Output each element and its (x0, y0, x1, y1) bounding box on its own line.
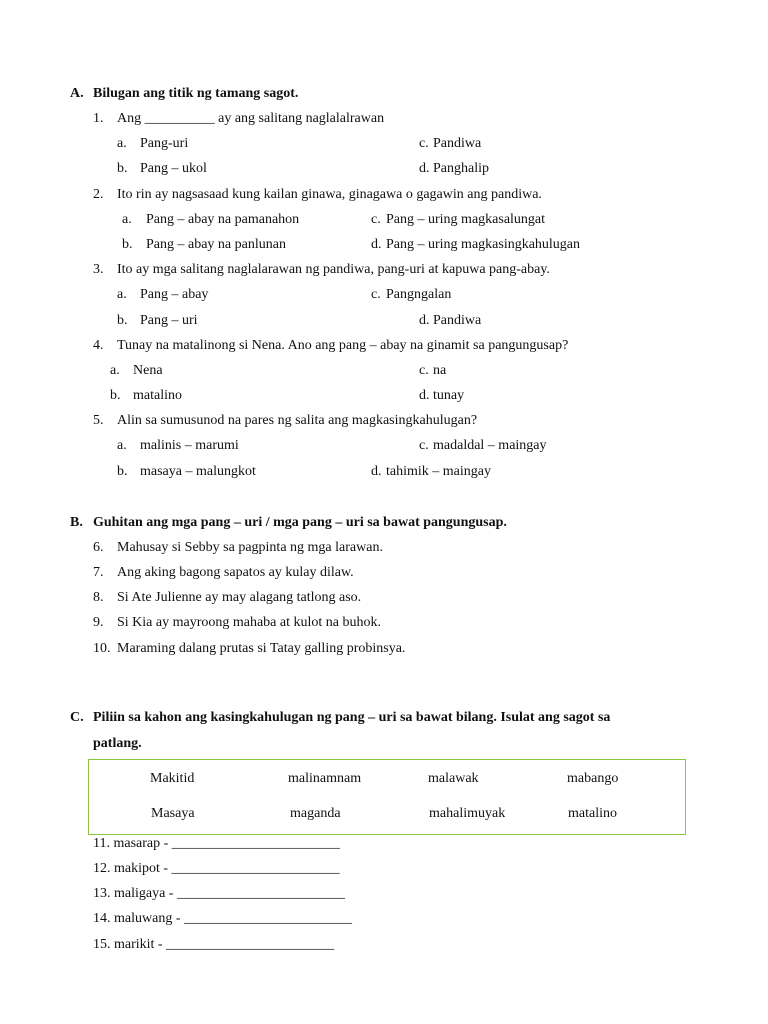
question-text: Tunay na matalinong si Nena. Ano ang pang – abay na ginamit sa pangungusap? (117, 338, 569, 353)
item-text: Si Ate Julienne ay may alagang tatlong aso. (117, 590, 362, 605)
question-number: 1. (93, 111, 104, 126)
choice-text: madaldal – maingay (433, 438, 547, 453)
choice-letter: d. (419, 313, 430, 328)
word-box-item: mabango (567, 771, 619, 786)
choice-text: tunay (433, 388, 465, 403)
item-number: 9. (93, 615, 104, 630)
question-number: 5. (93, 413, 104, 428)
choice-letter: a. (117, 287, 127, 302)
choice-letter: b. (117, 313, 128, 328)
choice-text: Pang – abay (140, 287, 209, 302)
word-box-item: maganda (290, 806, 341, 821)
section-c-letter: C. (70, 710, 84, 725)
word-box-item: malinamnam (288, 771, 362, 786)
choice-text: matalino (133, 388, 182, 403)
choice-text: Pang – ukol (140, 161, 207, 176)
question-number: 4. (93, 338, 104, 353)
question-text: Ang __________ ay ang salitang naglalalrawan (117, 111, 385, 126)
word-box-item: Makitid (150, 771, 195, 786)
choice-text: Pang – uring magkasingkahulugan (386, 237, 581, 252)
fill-in-item: 14. maluwang - ________________________ (93, 911, 352, 926)
choice-letter: c. (371, 287, 381, 302)
choice-letter: c. (419, 136, 429, 151)
item-number: 7. (93, 565, 104, 580)
choice-letter: c. (371, 212, 381, 227)
word-box-item: matalino (568, 806, 617, 821)
fill-in-item: 13. maligaya - ________________________ (93, 886, 345, 901)
choice-letter: d. (371, 237, 382, 252)
item-text: Ang aking bagong sapatos ay kulay dilaw. (117, 565, 354, 580)
item-number: 8. (93, 590, 104, 605)
choice-text: Pang – uring magkasalungat (386, 212, 546, 227)
word-box (88, 759, 686, 835)
section-a-title: Bilugan ang titik ng tamang sagot. (93, 86, 299, 101)
choice-text: Pang – uri (140, 313, 198, 328)
choice-text: Panghalip (433, 161, 489, 176)
fill-in-item: 11. masarap - ________________________ (93, 836, 340, 851)
choice-text: Nena (133, 363, 163, 378)
word-box-item: Masaya (151, 806, 195, 821)
section-c-title: Piliin sa kahon ang kasingkahulugan ng pang – uri sa bawat bilang. Isulat ang sagot sa (93, 710, 611, 725)
item-text: Si Kia ay mayroong mahaba at kulot na buhok. (117, 615, 381, 630)
section-c-title-continued: patlang. (93, 736, 142, 751)
item-number: 6. (93, 540, 104, 555)
choice-letter: a. (122, 212, 132, 227)
choice-letter: a. (110, 363, 120, 378)
choice-letter: a. (117, 136, 127, 151)
choice-letter: d. (419, 388, 430, 403)
choice-text: Pang – abay na pamanahon (146, 212, 300, 227)
choice-letter: a. (117, 438, 127, 453)
choice-text: Pang-uri (140, 136, 189, 151)
choice-letter: c. (419, 438, 429, 453)
choice-text: masaya – malungkot (140, 464, 256, 479)
question-text: Ito rin ay nagsasaad kung kailan ginawa, ginagawa o gagawin ang pandiwa. (117, 187, 542, 202)
section-b-letter: B. (70, 515, 83, 530)
choice-text: malinis – marumi (140, 438, 239, 453)
choice-text: Pandiwa (433, 313, 482, 328)
word-box-item: mahalimuyak (429, 806, 506, 821)
section-b-title: Guhitan ang mga pang – uri / mga pang – uri sa bawat pangungusap. (93, 515, 507, 530)
choice-letter: b. (110, 388, 121, 403)
fill-in-item: 15. marikit - ________________________ (93, 937, 335, 952)
item-text: Mahusay si Sebby sa pagpinta ng mga larawan. (117, 540, 383, 555)
choice-letter: b. (122, 237, 133, 252)
choice-letter: d. (371, 464, 382, 479)
choice-letter: b. (117, 161, 128, 176)
fill-in-item: 12. makipot - ________________________ (93, 861, 340, 876)
choice-text: tahimik – maingay (386, 464, 491, 479)
choice-text: Pang – abay na panlunan (146, 237, 286, 252)
question-text: Ito ay mga salitang naglalarawan ng pandiwa, pang-uri at kapuwa pang-abay. (117, 262, 550, 277)
item-text: Maraming dalang prutas si Tatay galling probinsya. (117, 641, 406, 656)
choice-letter: c. (419, 363, 429, 378)
item-number: 10. (93, 641, 111, 656)
choice-text: Pangngalan (386, 287, 452, 302)
section-a-letter: A. (70, 86, 84, 101)
choice-text: Pandiwa (433, 136, 482, 151)
word-box-item: malawak (428, 771, 479, 786)
choice-text: na (433, 363, 447, 378)
question-number: 2. (93, 187, 104, 202)
choice-letter: d. (419, 161, 430, 176)
question-text: Alin sa sumusunod na pares ng salita ang magkasingkahulugan? (117, 413, 478, 428)
choice-letter: b. (117, 464, 128, 479)
question-number: 3. (93, 262, 104, 277)
